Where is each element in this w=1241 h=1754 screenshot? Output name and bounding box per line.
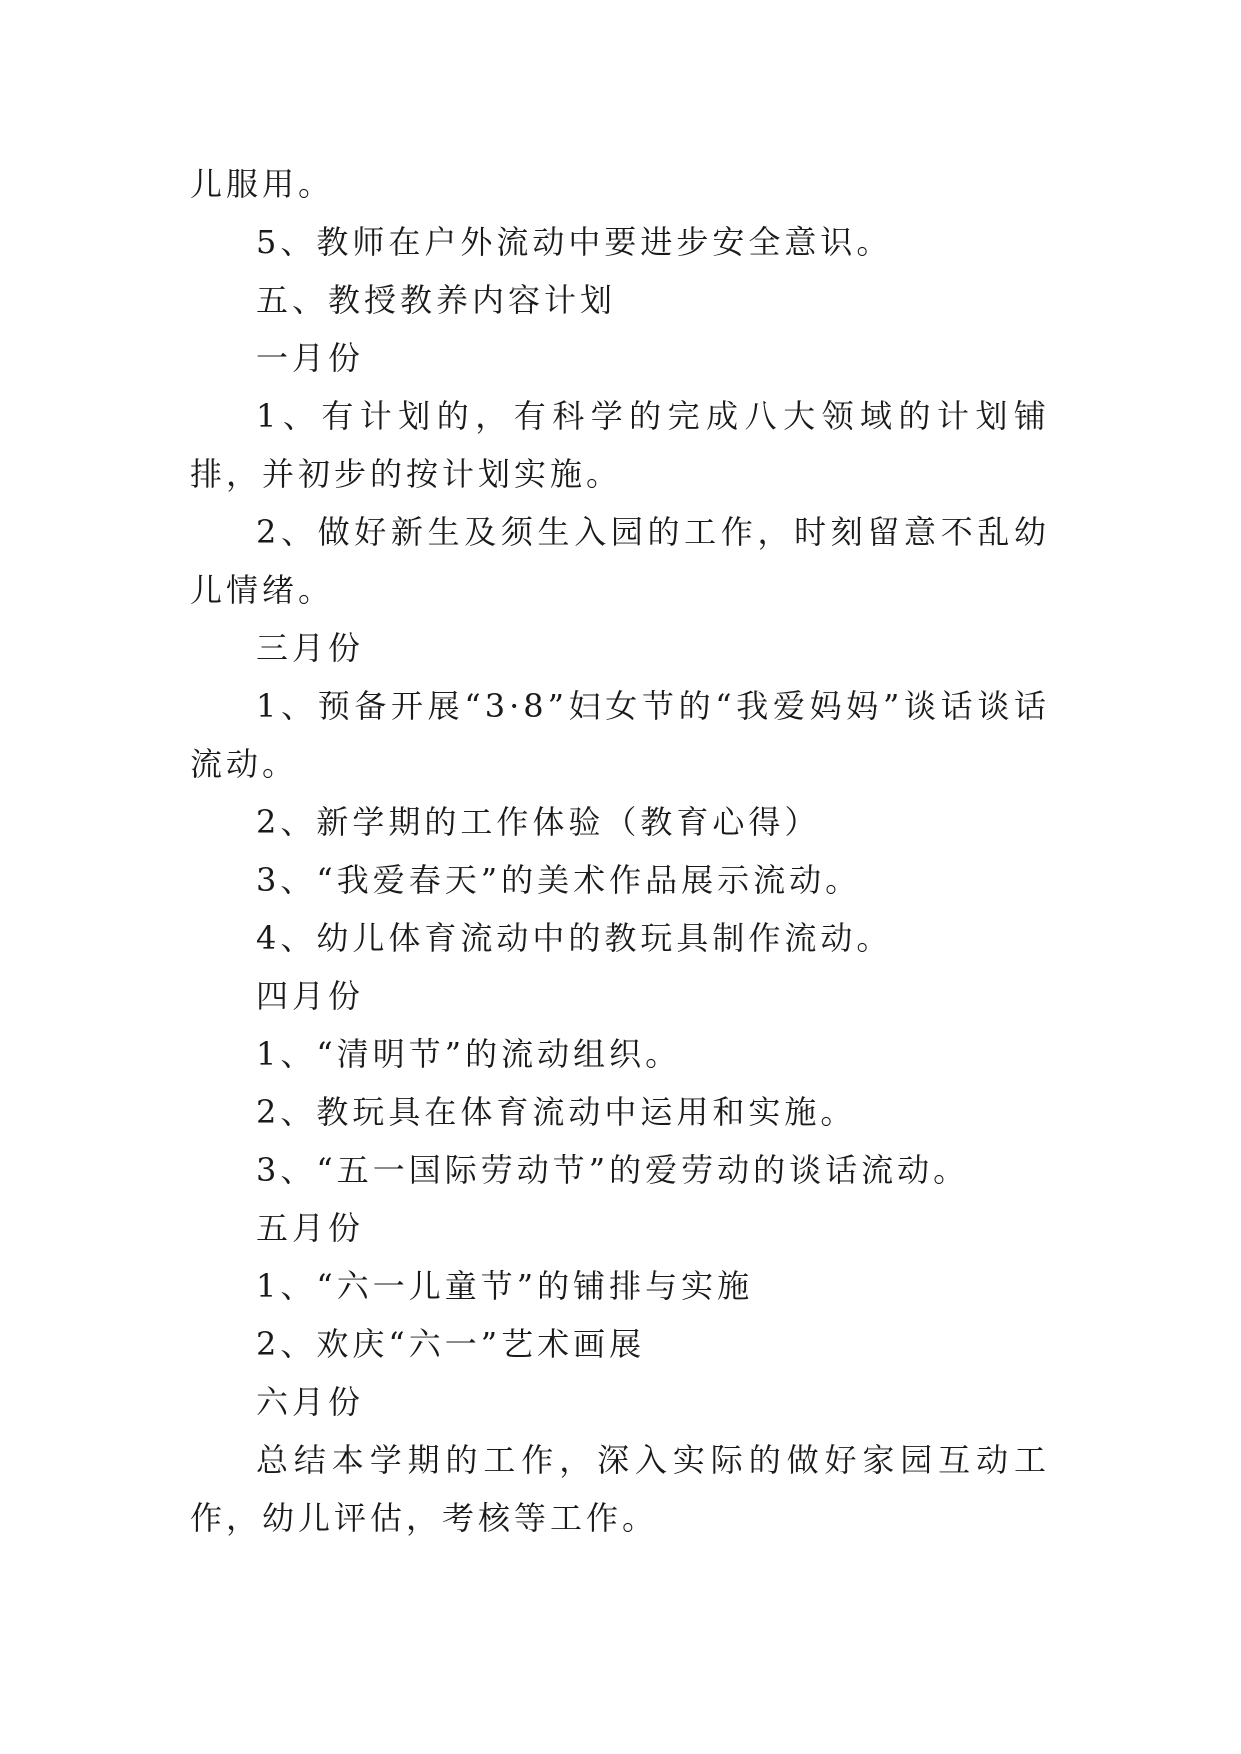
paragraph-continuation: 儿服用。 [190,165,335,203]
paragraph-june-summary: 总结本学期的工作，深入实际的做好家园互动工作，幼儿评估，考核等工作。 [190,1441,1050,1537]
paragraph-may-item-2: 2、欢庆“六一”艺术画展 [256,1325,646,1363]
paragraph-march-item-3: 3、“我爱春天”的美术作品展示流动。 [256,861,862,899]
document-body [190,155,1050,1547]
paragraph-april-item-1: 1、“清明节”的流动组织。 [256,1035,682,1073]
month-heading-may: 五月份 [256,1209,365,1247]
month-heading-march: 三月份 [256,629,365,667]
month-heading-april: 四月份 [256,977,365,1015]
paragraph-april-item-2: 2、教玩具在体育流动中运用和实施。 [256,1093,857,1131]
paragraph-april-item-3: 3、“五一国际劳动节”的爱劳动的谈话流动。 [256,1151,970,1189]
section-heading-teaching-plan: 五、教授教养内容计划 [256,281,617,319]
month-heading-june: 六月份 [256,1383,365,1421]
paragraph-may-item-1: 1、“六一儿童节”的铺排与实施 [256,1267,754,1305]
paragraph-january-item-2: 2、做好新生及须生入园的工作，时刻留意不乱幼儿情绪。 [190,513,1050,609]
paragraph-teacher-safety: 5、教师在户外流动中要进步安全意识。 [256,223,893,261]
paragraph-march-item-1: 1、预备开展“3·8”妇女节的“我爱妈妈”谈话谈话流动。 [190,687,1050,783]
paragraph-march-item-4: 4、幼儿体育流动中的教玩具制作流动。 [256,919,893,957]
paragraph-january-item-1: 1、有计划的，有科学的完成八大领域的计划铺排，并初步的按计划实施。 [190,397,1050,493]
paragraph-march-item-2: 2、新学期的工作体验（教育心得） [256,803,821,841]
month-heading-january: 一月份 [256,339,365,377]
